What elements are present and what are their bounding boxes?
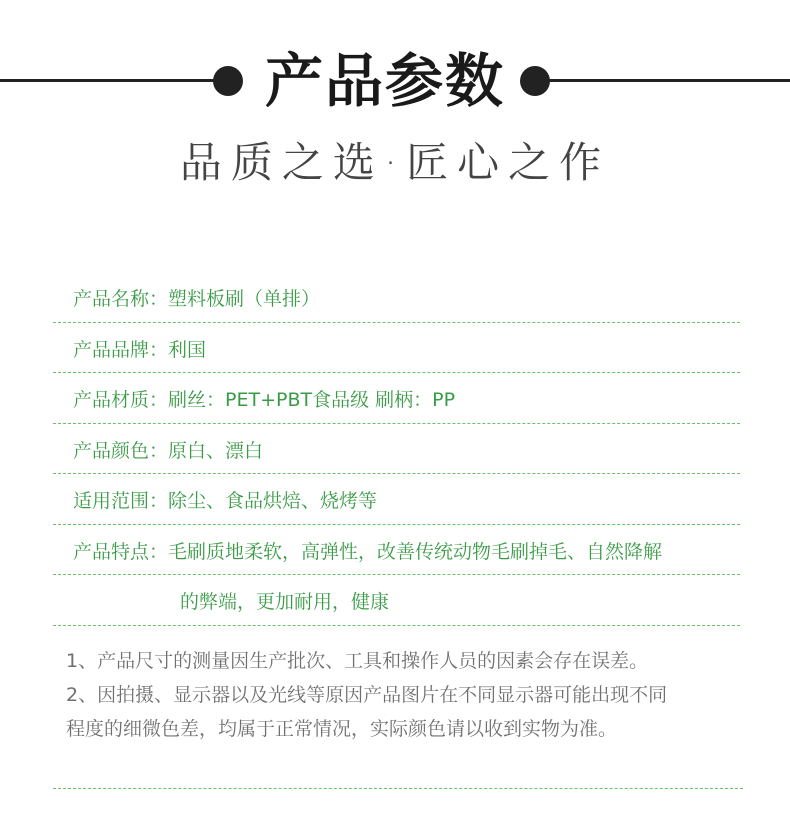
section-subtitle: 品质之选·匠心之作 <box>179 138 611 187</box>
header-line-left <box>0 79 222 82</box>
note-2-continued: 程度的细微色差，均属于正常情况，实际颜色请以收到实物为准。 <box>66 718 618 740</box>
section-header <box>0 40 790 120</box>
spec-row-name <box>53 272 740 323</box>
bottom-divider <box>53 788 743 789</box>
spec-row-material <box>53 373 740 424</box>
spec-color: 产品颜色：原白、漂白 <box>73 439 264 462</box>
spec-row-brand <box>53 323 740 374</box>
spec-features-continued: 的弊端，更加耐用，健康 <box>180 591 390 613</box>
spec-material: 产品材质：刷丝：PET+PBT食品级 刷柄：PP <box>73 389 456 411</box>
note-1: 1、产品尺寸的测量因生产批次、工具和操作人员的因素会存在误差。 <box>66 650 649 672</box>
spec-name: 产品名称：塑料板刷（单排） <box>73 288 321 310</box>
spec-row-color <box>53 424 740 475</box>
spec-brand: 产品品牌：利国 <box>73 338 207 361</box>
spec-features: 产品特点：毛刷质地柔软，高弹性，改善传统动物毛刷掉毛、自然降解 <box>73 540 663 563</box>
spec-usage: 适用范围：除尘、食品烘焙、烧烤等 <box>73 490 378 512</box>
header-dot-left <box>213 66 243 96</box>
spec-row-features-continued <box>53 575 740 626</box>
spec-row-features <box>53 525 740 576</box>
section-title: 产品参数 <box>264 47 505 115</box>
spec-list <box>53 272 740 626</box>
spec-row-usage <box>53 474 740 525</box>
notes <box>66 644 746 746</box>
header-line-right <box>536 79 790 82</box>
note-2: 2、因拍摄、显示器以及光线等原因产品图片在不同显示器可能出现不同 <box>66 684 668 706</box>
